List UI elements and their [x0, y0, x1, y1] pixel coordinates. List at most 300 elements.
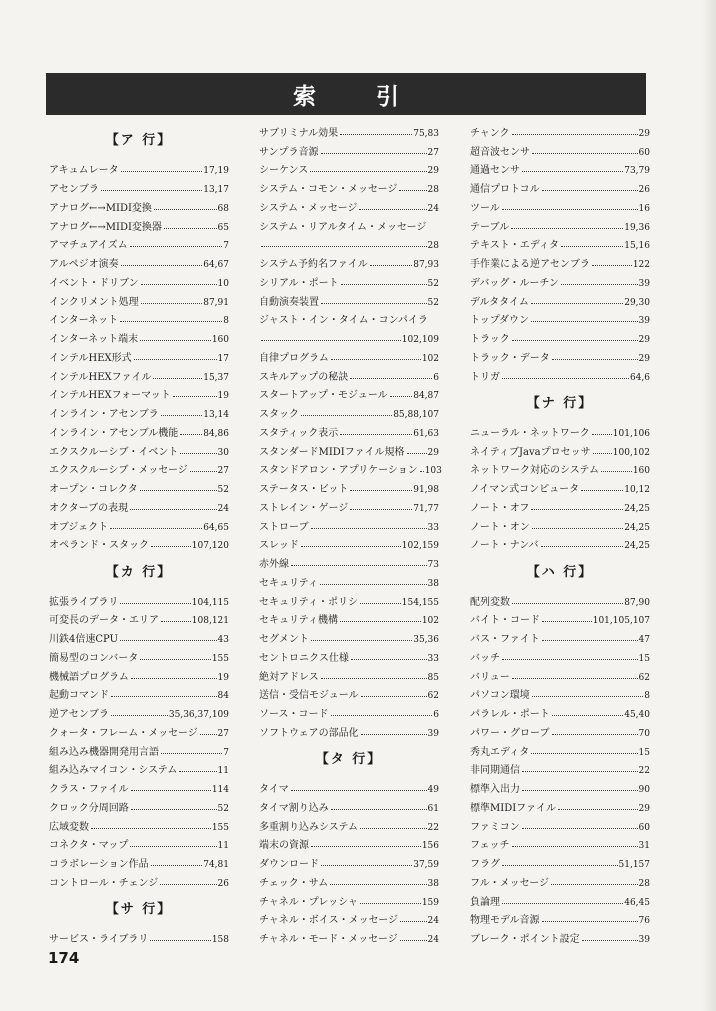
- index-entry: [470, 476, 650, 495]
- paper-edge: [702, 0, 716, 1011]
- index-page-refs: 60: [638, 147, 650, 158]
- index-column-right: [470, 120, 650, 945]
- index-entry: [49, 926, 229, 945]
- index-term: ストローブ: [259, 521, 309, 533]
- index-term: エクスクルーシブ・イベント: [49, 446, 179, 458]
- leader-dots: [111, 696, 217, 697]
- leader-dots: [131, 809, 217, 810]
- index-entry: [49, 870, 229, 889]
- leader-dots: [370, 265, 412, 266]
- index-entry: [259, 608, 439, 627]
- index-term: パソコン環境: [470, 690, 530, 702]
- index-term: 組み込み機器開発用言語: [49, 746, 159, 758]
- index-term: テキスト・エディタ: [470, 240, 559, 252]
- index-entry: [259, 776, 439, 795]
- leader-dots: [141, 303, 203, 304]
- index-term: アナログ←→MIDI変換: [49, 202, 152, 214]
- leader-dots: [130, 846, 216, 847]
- index-term: ツール: [470, 202, 500, 214]
- index-entry-continuation: [259, 233, 439, 252]
- index-entry: [49, 851, 229, 870]
- index-page-refs: 6: [433, 710, 439, 720]
- index-term: オープン・コレクタ: [49, 484, 138, 495]
- index-page-refs: 87,91: [203, 297, 229, 308]
- index-entry: [49, 645, 229, 664]
- index-term: 端末の資源: [259, 840, 309, 852]
- index-term: バイト・コード: [470, 615, 540, 627]
- leader-dots: [153, 378, 202, 379]
- index-page-refs: 29: [427, 166, 439, 177]
- leader-dots: [531, 321, 638, 322]
- index-term: タイマ割り込み: [259, 802, 329, 814]
- index-page-refs: 102,159: [401, 541, 439, 552]
- index-term: セキュリティ: [259, 577, 318, 589]
- index-page-refs: 64,67: [203, 260, 229, 270]
- index-page-refs: 39: [638, 316, 650, 327]
- index-page-refs: 35,36: [413, 635, 439, 645]
- index-page-refs: 46,45: [624, 897, 650, 908]
- index-term: フェッチ: [470, 840, 510, 852]
- index-page-refs: 8: [644, 691, 650, 702]
- leader-dots: [400, 921, 427, 922]
- index-entry: [470, 270, 650, 289]
- index-term: システム・コモン・メッセージ: [259, 184, 398, 195]
- leader-dots: [154, 209, 217, 210]
- index-page-refs: 114: [211, 785, 229, 795]
- index-page-refs: 159: [421, 897, 439, 908]
- index-entry: [49, 701, 229, 720]
- leader-dots: [91, 828, 211, 829]
- index-term: 非同期通信: [470, 765, 520, 777]
- index-term: セキュリティ・ポリシ: [259, 596, 358, 608]
- leader-dots: [261, 340, 401, 341]
- index-term: インテルHEXフォーマット: [49, 390, 171, 402]
- index-page-refs: 85,88,107: [393, 410, 439, 420]
- index-page-refs: 73,79: [624, 166, 650, 177]
- index-page-refs: 33: [427, 522, 439, 533]
- leader-dots: [331, 359, 421, 360]
- leader-dots: [261, 246, 427, 247]
- leader-dots: [522, 790, 638, 791]
- leader-dots: [502, 865, 618, 866]
- index-entry: [470, 495, 650, 514]
- leader-dots: [179, 771, 216, 772]
- leader-dots: [581, 490, 623, 491]
- index-page-refs: 38: [427, 878, 439, 889]
- leader-dots: [121, 265, 203, 266]
- index-entry: [49, 195, 229, 214]
- index-page-refs: 39: [638, 278, 650, 289]
- section-heading: 【ナ 行】: [526, 395, 594, 411]
- leader-dots: [200, 734, 217, 735]
- index-page-refs: 24: [427, 935, 439, 945]
- index-page-refs: 29: [638, 128, 650, 139]
- index-page-refs: 17: [217, 353, 229, 364]
- index-term: 機械語プログラム: [49, 671, 129, 683]
- index-entry: [259, 345, 439, 364]
- index-term: ブレーク・ポイント設定: [470, 934, 580, 945]
- leader-dots: [160, 884, 216, 885]
- index-entry: [259, 195, 439, 214]
- leader-dots: [522, 771, 638, 772]
- index-page-refs: 24,25: [624, 503, 650, 514]
- leader-dots: [512, 603, 623, 604]
- index-page-refs: 52: [217, 485, 229, 495]
- index-page-refs: 155: [211, 822, 229, 833]
- leader-dots: [350, 490, 412, 491]
- index-term: トラック: [470, 334, 510, 345]
- index-entry: [49, 833, 229, 852]
- index-entry: [49, 176, 229, 195]
- index-page-refs: 64,65: [203, 522, 229, 533]
- index-term: スタンドアロン・アプリケーション: [259, 465, 418, 477]
- index-entry: [470, 345, 650, 364]
- leader-dots: [361, 734, 427, 735]
- index-page-refs: 61,63: [413, 428, 439, 439]
- leader-dots: [350, 378, 432, 379]
- leader-dots: [552, 715, 623, 716]
- index-page-refs: 107,120: [191, 541, 229, 552]
- leader-dots: [531, 303, 623, 304]
- index-term: サンプラ音源: [259, 146, 319, 158]
- section-heading: 【サ 行】: [105, 902, 173, 917]
- index-entry: [259, 401, 439, 420]
- index-page-refs: 52: [427, 278, 439, 289]
- index-page-refs: 155: [211, 653, 229, 664]
- index-entry: [259, 908, 439, 927]
- index-page-refs: 8: [223, 316, 229, 327]
- index-term: インテルHEXファイル: [49, 371, 152, 383]
- leader-dots: [511, 228, 623, 229]
- index-page-refs: 60: [638, 822, 650, 833]
- index-term: ジャスト・イン・タイム・コンパイラ: [259, 315, 428, 327]
- index-entry: [470, 233, 650, 252]
- index-entry: [259, 870, 439, 889]
- index-page-refs: 22: [427, 822, 439, 833]
- index-entry: [259, 383, 439, 402]
- index-page-refs: 91,98: [413, 485, 439, 495]
- index-page-refs: 62: [638, 672, 650, 683]
- leader-dots: [502, 378, 629, 379]
- index-term: タイマ: [259, 784, 289, 795]
- section-heading: 【ア 行】: [105, 133, 173, 149]
- index-entry: [259, 139, 439, 158]
- index-entry: [259, 214, 439, 233]
- leader-dots: [190, 471, 217, 472]
- index-term: システム・リアルタイム・メッセージ: [259, 221, 427, 233]
- leader-dots: [502, 659, 638, 660]
- index-term: ステータス・ビット: [259, 484, 349, 495]
- leader-dots: [390, 396, 413, 397]
- index-term: スキルアップの秘訣: [259, 371, 349, 383]
- index-page-refs: 28: [638, 878, 650, 889]
- index-term: パラレル・ポート: [470, 709, 550, 720]
- leader-dots: [180, 434, 202, 435]
- leader-dots: [407, 453, 427, 454]
- index-page-refs: 26: [217, 878, 229, 889]
- title-bar: [46, 73, 646, 115]
- page-title: 索 引: [292, 83, 425, 110]
- index-entry: [259, 889, 439, 908]
- index-term: アナログ←→MIDI変換器: [49, 221, 162, 233]
- index-entry: [49, 401, 229, 420]
- leader-dots: [180, 453, 216, 454]
- leader-dots: [331, 715, 433, 716]
- index-page-refs: 49: [427, 785, 439, 795]
- index-page-refs: 24: [427, 203, 439, 214]
- leader-dots: [532, 153, 638, 154]
- index-page-refs: 87,93: [413, 260, 439, 270]
- leader-dots: [140, 340, 211, 341]
- leader-dots: [542, 190, 638, 191]
- index-term: トラック・データ: [470, 352, 550, 364]
- index-term: オペランド・スタック: [49, 540, 149, 552]
- index-term: スレッド: [259, 540, 299, 552]
- index-column-left: [49, 120, 229, 945]
- index-term: ノート・ナンバ: [470, 540, 539, 552]
- index-page-refs: 61: [427, 803, 439, 814]
- leader-dots: [552, 734, 638, 735]
- index-page-refs: 68: [217, 203, 229, 214]
- leader-dots: [140, 659, 211, 660]
- leader-dots: [532, 696, 643, 697]
- index-entry: [49, 308, 229, 327]
- index-page-refs: 27: [427, 147, 439, 158]
- index-page-refs: 62: [427, 691, 439, 702]
- leader-dots: [173, 396, 217, 397]
- index-term: フル・メッセージ: [470, 877, 549, 889]
- leader-dots: [512, 340, 638, 341]
- index-term: 自動演奏装置: [259, 296, 319, 308]
- section-heading: 【カ 行】: [105, 564, 173, 580]
- index-page-refs: 31: [638, 841, 650, 852]
- index-page-refs: 70: [638, 728, 650, 739]
- index-term: クォータ・フレーム・メッセージ: [49, 727, 198, 739]
- index-entry: [259, 495, 439, 514]
- index-entry: [49, 439, 229, 458]
- leader-dots: [161, 415, 203, 416]
- index-entry: [470, 851, 650, 870]
- index-term: インターネット: [49, 315, 119, 327]
- index-entry: [49, 345, 229, 364]
- index-term: 配列変数: [470, 596, 510, 608]
- index-entry: [259, 720, 439, 739]
- index-term: アルペジオ演奏: [49, 259, 119, 270]
- section-heading: 【タ 行】: [315, 752, 383, 767]
- index-entry: [49, 383, 229, 402]
- leader-dots: [164, 228, 217, 229]
- leader-dots: [512, 134, 638, 135]
- index-page-refs: 29: [638, 335, 650, 345]
- index-entry: [49, 589, 229, 608]
- index-page-refs: 38: [427, 578, 439, 589]
- index-term: アマチュアイズム: [49, 240, 128, 252]
- index-entry: [259, 645, 439, 664]
- index-page-refs: 122: [632, 260, 650, 270]
- index-entry: [259, 795, 439, 814]
- index-entry: [49, 776, 229, 795]
- leader-dots: [502, 903, 623, 904]
- index-entry: [470, 889, 650, 908]
- index-term: 送信・受信モジュール: [259, 690, 359, 702]
- index-page-refs: 29: [427, 447, 439, 458]
- leader-dots: [400, 940, 427, 941]
- index-page-refs: 16: [638, 203, 650, 214]
- index-term: 広域変数: [49, 821, 89, 833]
- index-term: バリュー: [470, 671, 510, 683]
- index-entry: [259, 364, 439, 383]
- index-page-refs: 160: [211, 335, 229, 345]
- index-page-refs: 102: [421, 353, 439, 364]
- index-page-refs: 15,16: [624, 241, 650, 252]
- leader-dots: [321, 678, 427, 679]
- leader-dots: [601, 471, 632, 472]
- leader-dots: [541, 546, 624, 547]
- index-entry: [259, 514, 439, 533]
- index-entry: [470, 158, 650, 177]
- index-entry: [49, 514, 229, 533]
- leader-dots: [150, 940, 210, 941]
- index-term: チャネル・ボイス・メッセージ: [259, 915, 398, 927]
- index-term: インライン・アセンブル機能: [49, 427, 179, 439]
- leader-dots: [542, 621, 592, 622]
- leader-dots: [140, 490, 217, 491]
- index-entry: [259, 439, 439, 458]
- leader-dots: [130, 246, 223, 247]
- index-entry: [470, 514, 650, 533]
- index-entry: [470, 870, 650, 889]
- index-entry: [49, 795, 229, 814]
- index-entry: [259, 589, 439, 608]
- index-term: コントロール・チェンジ: [49, 877, 159, 889]
- index-term: ノート・オン: [470, 521, 530, 533]
- index-term: 逆アセンブラ: [49, 709, 109, 720]
- index-term: デルタタイム: [470, 296, 529, 308]
- index-term: 超音波センサ: [470, 146, 530, 158]
- leader-dots: [522, 828, 638, 829]
- index-term: セキュリティ機構: [259, 615, 338, 627]
- leader-dots: [340, 134, 412, 135]
- index-entry: [470, 176, 650, 195]
- index-page-refs: 101,106: [612, 428, 650, 439]
- index-entry: [470, 701, 650, 720]
- leader-dots: [531, 753, 637, 754]
- index-entry: [470, 626, 650, 645]
- leader-dots: [351, 659, 427, 660]
- index-entry: [470, 458, 650, 477]
- index-page-refs: 90: [638, 785, 650, 795]
- index-page-refs: 24,25: [624, 522, 650, 533]
- index-page-refs: 47: [638, 635, 650, 645]
- leader-dots: [141, 284, 217, 285]
- index-entry: [49, 720, 229, 739]
- index-entry: [49, 664, 229, 683]
- index-term: 手作業による逆アセンブラ: [470, 259, 590, 270]
- index-term: インクリメント処理: [49, 296, 139, 308]
- index-term: スタートアップ・モジュール: [259, 390, 388, 402]
- index-page-refs: 51,157: [618, 860, 650, 870]
- index-entry: [470, 214, 650, 233]
- index-term: ファミコン: [470, 821, 520, 833]
- index-term: エクスクルーシブ・メッセージ: [49, 465, 188, 477]
- leader-dots: [320, 584, 427, 585]
- index-term: オクターブの表現: [49, 502, 129, 514]
- index-page-refs: 160: [632, 466, 650, 477]
- leader-dots: [512, 846, 638, 847]
- index-entry: [259, 551, 439, 570]
- index-term: クラス・ファイル: [49, 784, 129, 795]
- index-term: イベント・ドリブン: [49, 277, 139, 289]
- index-page-refs: 84,87: [413, 391, 439, 402]
- index-entry: [49, 739, 229, 758]
- index-term: 赤外線: [259, 559, 289, 570]
- index-term: 秀丸エディタ: [470, 746, 530, 758]
- index-term: アセンブラ: [49, 184, 99, 195]
- index-page-refs: 24: [427, 916, 439, 927]
- leader-dots: [558, 809, 638, 810]
- index-page-refs: 15,37: [203, 372, 229, 383]
- leader-dots: [592, 434, 612, 435]
- index-page-refs: 22: [638, 766, 650, 777]
- index-entry: [470, 420, 650, 439]
- index-page-refs: 71,77: [413, 503, 439, 514]
- index-page-refs: 30: [217, 447, 229, 458]
- leader-dots: [340, 621, 421, 622]
- index-entry: [259, 626, 439, 645]
- index-term: 多重割り込みシステム: [259, 821, 358, 833]
- index-entry: [49, 214, 229, 233]
- index-page-refs: 87,90: [624, 597, 650, 608]
- index-term: ニューラル・ネットワーク: [470, 427, 590, 439]
- leader-dots: [311, 528, 427, 529]
- index-page-refs: 6: [433, 372, 439, 383]
- index-term: ソフトウェアの部品化: [259, 727, 359, 739]
- leader-dots: [151, 546, 191, 547]
- index-term: トリガ: [470, 371, 500, 383]
- index-page-refs: 29,30: [624, 297, 650, 308]
- index-entry: [470, 795, 650, 814]
- index-term: トップダウン: [470, 315, 529, 327]
- index-term: クロック分周回路: [49, 802, 129, 814]
- index-entry: [470, 739, 650, 758]
- index-entry: [259, 289, 439, 308]
- leader-dots: [360, 903, 421, 904]
- leader-dots: [311, 846, 421, 847]
- index-page-refs: 13,17: [203, 185, 229, 195]
- leader-dots: [321, 865, 412, 866]
- leader-dots: [502, 209, 638, 210]
- index-entry: [470, 589, 650, 608]
- index-term: インライン・アセンブラ: [49, 409, 159, 420]
- leader-dots: [360, 603, 401, 604]
- index-page-refs: 102,109: [401, 335, 439, 345]
- index-page-refs: 7: [223, 241, 229, 252]
- index-term: 標準入出力: [470, 784, 520, 795]
- index-page-refs: 7: [223, 747, 229, 758]
- index-entry: [470, 139, 650, 158]
- index-term: オブジェクト: [49, 521, 109, 533]
- index-entry: [259, 833, 439, 852]
- index-entry: [470, 683, 650, 702]
- index-term: パワー・グローブ: [470, 727, 550, 739]
- index-page-refs: 33: [427, 653, 439, 664]
- index-term: 物理モデル音源: [470, 915, 540, 927]
- index-page-refs: 52: [427, 297, 439, 308]
- index-entry: [470, 758, 650, 777]
- index-page-refs: 19,36: [624, 222, 650, 233]
- index-term: シリアル・ポート: [259, 277, 339, 289]
- index-term: ネイティブJavaプロセッサ: [470, 446, 591, 458]
